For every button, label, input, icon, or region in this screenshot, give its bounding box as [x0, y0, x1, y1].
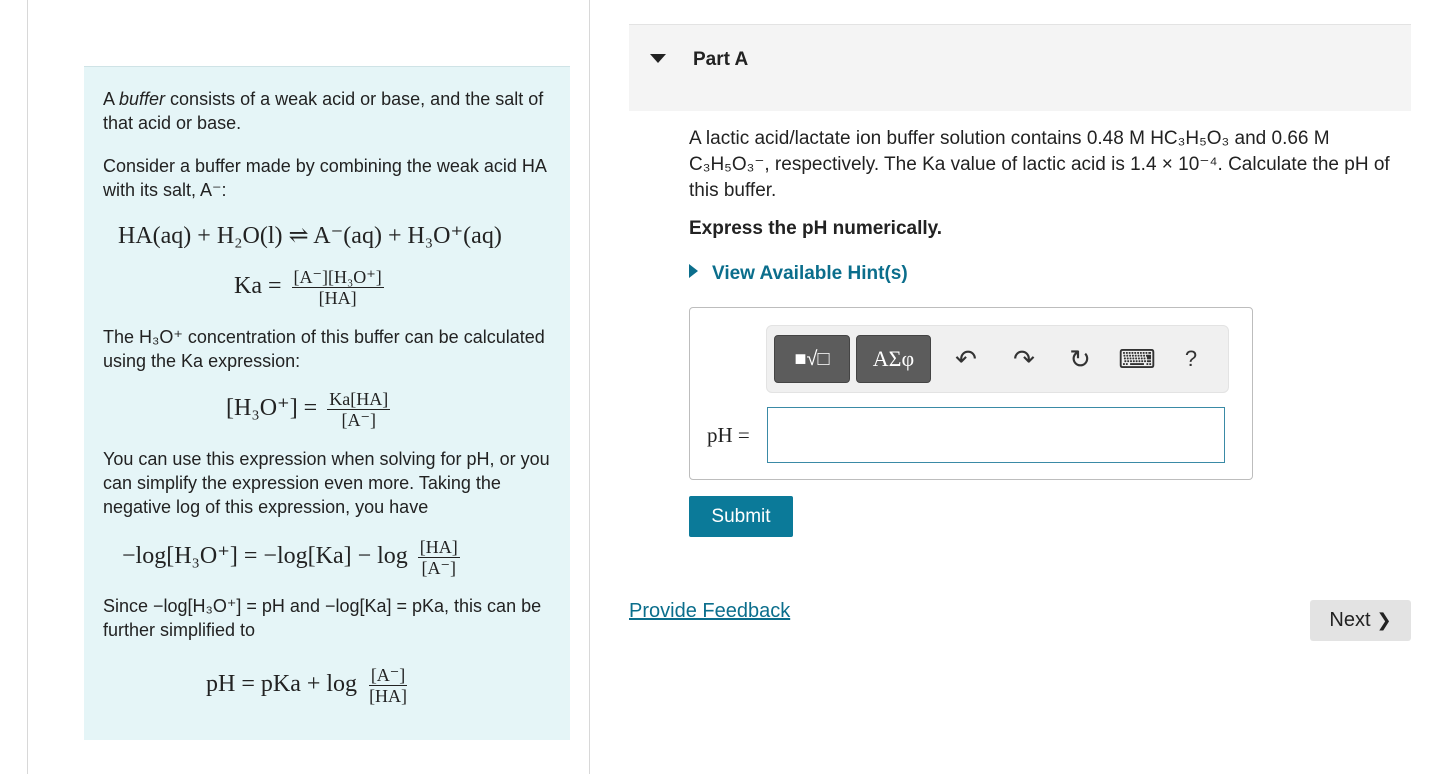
ka-fraction: $\frac{\text{[A⁻][H₃O⁺]}}{[HA]}$ [293, 267, 382, 308]
intro-paragraph-3: The H₃O⁺ concentration of this buffer can be calculated using the Ka expression: [103, 327, 545, 371]
templates-button[interactable] [774, 335, 850, 383]
view-hints-link[interactable]: View Available Hint(s) [689, 263, 908, 285]
symbols-button[interactable] [856, 335, 931, 383]
ph-answer-input[interactable] [767, 407, 1225, 463]
ka-expression: Ka = $\frac{\text{[A⁻][H₃O⁺]}}{[HA]}$ [234, 267, 382, 308]
hh-fraction: $\frac{[A^-]}{[HA]}$ [369, 665, 408, 706]
log-fraction: $\frac{[HA]}{[A^-]}$ [419, 537, 458, 578]
math-toolbar [766, 325, 1229, 393]
buffer-term: buffer [119, 89, 166, 109]
keyboard-icon[interactable]: ⌨ [1118, 343, 1156, 374]
log-expression: −log[H₃O⁺] = −log[Ka] − log $\frac{[HA]}{[A^-]}$ [122, 537, 458, 578]
intro-paragraph-5: Since −log[H₃O⁺] = pH and −log[Ka] = pKa, this can be further simplified to [103, 596, 542, 640]
hint-triangle-icon [689, 264, 698, 278]
intro-panel [84, 66, 570, 740]
redo-icon[interactable]: ↷ [1013, 343, 1035, 374]
h3o-fraction: $\frac{Ka[HA]}{[A^-]}$ [329, 389, 389, 430]
column-divider [589, 0, 590, 774]
ph-label: pH = [707, 423, 750, 447]
help-icon[interactable]: ? [1184, 346, 1198, 371]
provide-feedback-link[interactable]: Provide Feedback [629, 600, 791, 622]
part-a-header[interactable] [629, 24, 1411, 111]
undo-icon[interactable]: ↶ [955, 343, 977, 374]
question-text: A lactic acid/lactate ion buffer solution contains 0.48 M HC₃H₅O₃ and 0.66 M C₃H₅O₃⁻, respectively. The Ka value of lactic acid is 1.4 × 10⁻⁴. Calculate the pH of this buffer. [689, 128, 1390, 201]
symbols-icon: ΑΣφ [872, 346, 915, 371]
question-instruction: Express the pH numerically. [689, 218, 943, 239]
chevron-right-icon: ❯ [1376, 610, 1392, 630]
answer-box [689, 307, 1253, 480]
collapse-caret-icon[interactable] [650, 54, 666, 63]
h3o-expression: [H₃O⁺] = $\frac{Ka[HA]}{[A^-]}$ [226, 389, 389, 430]
next-label: Next [1329, 609, 1371, 631]
intro-paragraph-4: You can use this expression when solving for pH, or you can simplify the expression even more. Taking the negative log of this expression, you have [103, 449, 550, 517]
left-border [27, 0, 28, 774]
submit-button[interactable]: Submit [689, 496, 793, 537]
intro-paragraph-1: A buffer consists of a weak acid or base, and the salt of that acid or base. [103, 89, 544, 133]
intro-paragraph-2: Consider a buffer made by combining the weak acid HA with its salt, A⁻: [103, 156, 546, 200]
equilibrium-equation: HA(aq) + H₂O(l) ⇌ A⁻(aq) + H₃O⁺(aq) [118, 223, 502, 249]
templates-icon: ■√□ [794, 347, 830, 370]
part-title: Part A [693, 49, 749, 70]
reset-icon[interactable]: ↻ [1069, 343, 1091, 374]
next-button[interactable] [1310, 600, 1411, 641]
henderson-hasselbalch-equation: pH = pKa + log $\frac{[A^-]}{[HA]}$ [206, 665, 408, 706]
